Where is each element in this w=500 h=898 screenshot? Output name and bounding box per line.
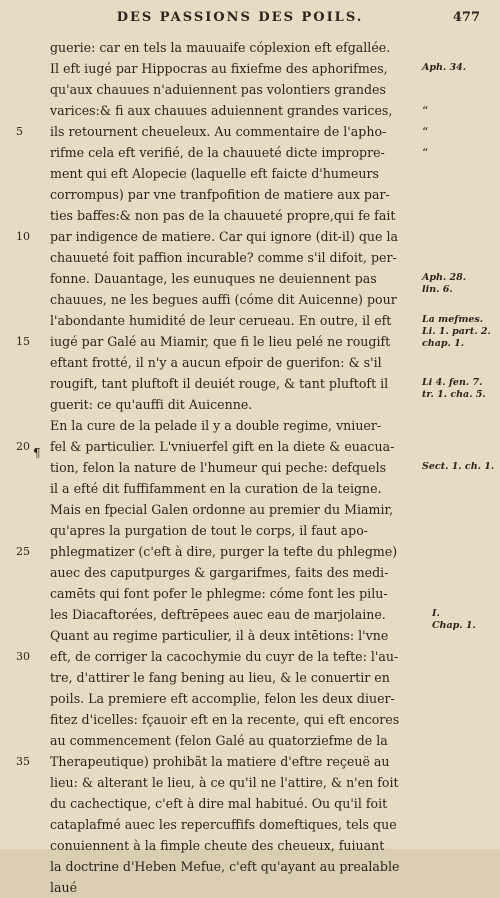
text-line: phlegmatizer (c'eft à dire, purger la tefte du phlegme) bbox=[50, 544, 398, 559]
line-number: 30 bbox=[16, 650, 30, 663]
text-line: fitez d'icelles: fçauoir eft en la recente, qui eft encores bbox=[50, 712, 400, 727]
text-line: fonne. Dauantage, les eunuques ne deuiennent pas bbox=[50, 271, 377, 286]
page-number: 477 bbox=[452, 10, 480, 25]
text-line: cataplafmé auec les repercuffifs domeftiques, tels que bbox=[50, 817, 397, 832]
text-line: il a efté dit fuffifamment en la curation de la teigne. bbox=[50, 481, 382, 496]
text-line: Mais en fpecial Galen ordonne au premier du Miamir, bbox=[50, 502, 394, 517]
text-line: guerie: car en tels la mauuaife cóplexion eft efgallée. bbox=[50, 40, 391, 55]
text-line: tre, d'attirer le fang bening au lieu, & le conuertir en bbox=[50, 670, 390, 685]
text-line: Therapeutique) prohibãt la matiere d'eftre reçeuë au bbox=[50, 754, 390, 769]
page-header bbox=[0, 10, 500, 34]
margin-note-line: Li. 1. part. 2. bbox=[422, 326, 491, 337]
margin-note-line: tr. 1. cha. 5. bbox=[422, 389, 486, 400]
margin-note-line: lin. 6. bbox=[422, 284, 453, 295]
running-head: DES PASSIONS DES POILS. bbox=[116, 10, 364, 25]
line-number: 35 bbox=[16, 755, 30, 768]
margin-note bbox=[422, 314, 491, 350]
text-line: ties baffes:& non pas de la chauueté propre,qui fe fait bbox=[50, 208, 396, 223]
text-line: ment qui eft Alopecie (laquelle eft faicte d'humeurs bbox=[50, 166, 379, 181]
margin-note-line: Li 4. fen. 7. bbox=[422, 377, 483, 388]
text-line: tion, felon la nature de l'humeur qui peche: defquels bbox=[50, 460, 387, 475]
quote-mark: “ bbox=[422, 146, 429, 160]
text-line: eftant frotté, il n'y a aucun efpoir de guerifon: & s'il bbox=[50, 355, 382, 370]
margin-note-line: Aph. 34. bbox=[422, 62, 467, 73]
margin-note bbox=[422, 272, 466, 296]
text-line: eft, de corriger la cacochymie du cuyr de la tefte: l'au- bbox=[50, 649, 399, 664]
text-line: lieu: & alterant le lieu, à ce qu'il ne l'attire, & n'en foit bbox=[50, 775, 399, 790]
text-line: chauues, ne les begues auffi (cóme dit Auicenne) pour bbox=[50, 292, 397, 307]
text-line: poils. La premiere eft accomplie, felon les deux diuer- bbox=[50, 691, 395, 706]
text-line: du cachectique, c'eft à dire mal habitué. Ou qu'il foit bbox=[50, 796, 388, 811]
margin-note-line: Sect. 1. ch. 1. bbox=[422, 461, 495, 472]
text-line: laué bbox=[50, 880, 78, 895]
text-line: fel & particulier. L'vniuerfel gift en la diete & euacua- bbox=[50, 439, 395, 454]
line-number: 15 bbox=[16, 335, 30, 348]
text-line: varices:& fi aux chauues aduiennent grandes varices, bbox=[50, 103, 393, 118]
text-line: chauueté foit paffion incurable? comme s'il difoit, per- bbox=[50, 250, 397, 265]
text-line: iugé par Galé au Miamir, que fi le lieu pelé ne rougift bbox=[50, 334, 391, 349]
margin-note bbox=[422, 62, 466, 74]
margin-note bbox=[422, 377, 486, 401]
text-line: ils retournent cheueleux. Au commentaire de l'apho- bbox=[50, 124, 387, 139]
text-line: Quant au regime particulier, il à deux intētions: l'vne bbox=[50, 628, 389, 643]
quote-mark: “ bbox=[422, 125, 429, 139]
margin-note-line: Chap. 1. bbox=[432, 620, 476, 631]
text-line: corrompus) par vne tranfpofition de matiere aux par- bbox=[50, 187, 390, 202]
text-line: En la cure de la pelade il y a double regime, vniuer- bbox=[50, 418, 382, 433]
line-number: 25 bbox=[16, 545, 30, 558]
margin-note bbox=[422, 461, 494, 473]
text-line: conuiennent à la fimple cheute des cheueux, fuiuant bbox=[50, 838, 385, 853]
margin-note-line: I. bbox=[432, 608, 440, 619]
text-line: Il eft iugé par Hippocras au fixiefme des aphorifmes, bbox=[50, 61, 388, 76]
text-line: par indigence de matiere. Car qui ignore (dit-il) que la bbox=[50, 229, 399, 244]
text-line: les Diacaftorées, deftrēpees auec eau de marjolaine. bbox=[50, 607, 386, 622]
margin-note-line: chap. 1. bbox=[422, 338, 465, 349]
text-line: camēts qui font pofer le phlegme: cóme font les pilu- bbox=[50, 586, 388, 601]
text-line: la doctrine d'Heben Mefue, c'eft qu'ayant au prealable bbox=[50, 859, 400, 874]
text-line: rifme cela eft verifié, de la chauueté dicte impropre- bbox=[50, 145, 385, 160]
text-line: qu'apres la purgation de tout le corps, il faut apo- bbox=[50, 523, 369, 538]
text-line: l'abondante humidité de leur cerueau. En outre, il eft bbox=[50, 313, 392, 328]
margin-note bbox=[432, 608, 476, 632]
margin-note-line: La mefmes. bbox=[422, 314, 484, 325]
margin-note-line: Aph. 28. bbox=[422, 272, 467, 283]
line-number: 5 bbox=[16, 125, 23, 138]
line-number: 10 bbox=[16, 230, 30, 243]
text-line: au commencement (felon Galé au quatorziefme de la bbox=[50, 733, 388, 748]
text-line: qu'aux chauues n'aduiennent pas volontiers grandes bbox=[50, 82, 386, 97]
quote-mark: “ bbox=[422, 104, 429, 118]
text-line: auec des caputpurges & gargarifmes, faits des medi- bbox=[50, 565, 389, 580]
text-line: guerit: ce qu'auffi dit Auicenne. bbox=[50, 397, 253, 412]
text-line: rougift, tant pluftoft il deuiét rouge, & tant pluftoft il bbox=[50, 376, 389, 391]
paragraph-mark: ¶ bbox=[33, 446, 41, 460]
body-text bbox=[50, 37, 415, 898]
line-number: 20 bbox=[16, 440, 30, 453]
